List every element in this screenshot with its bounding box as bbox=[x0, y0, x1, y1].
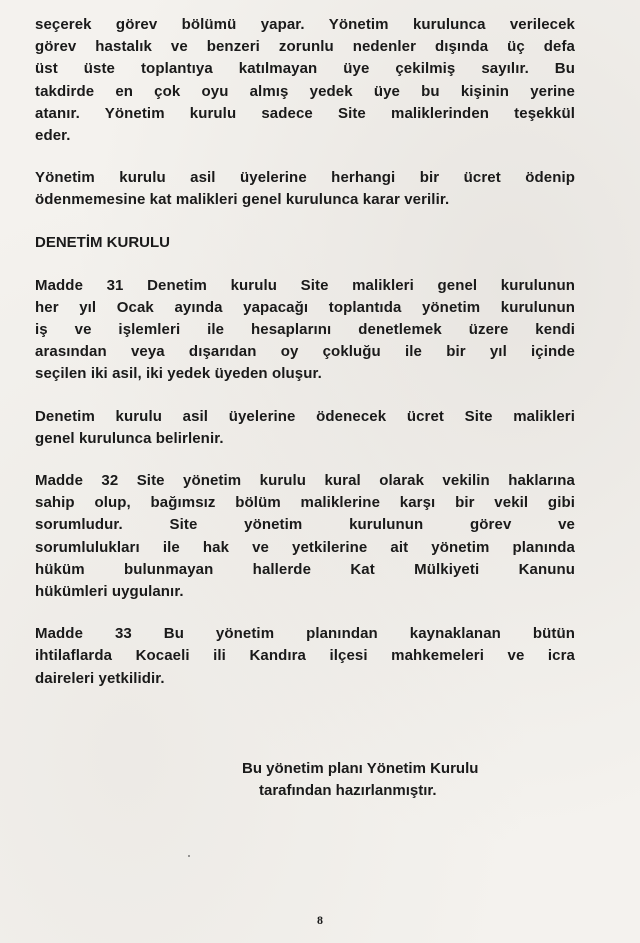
paragraph-board-fees bbox=[35, 167, 575, 211]
text-line: Yönetim kurulu asil üyelerine herhangi bir ücret ödenip bbox=[35, 169, 575, 187]
text-line: ihtilaflarda Kocaeli ili Kandıra ilçesi mahkemeleri ve icra bbox=[35, 647, 575, 665]
text-line: iş ve işlemleri ile hesaplarını denetlemek üzere kendi bbox=[35, 321, 575, 339]
text-line: ödenmemesine kat malikleri genel kurulunca karar verilir. bbox=[35, 191, 450, 209]
text-line: arasından veya dışarıdan oy çokluğu ile bir yıl içinde bbox=[35, 343, 575, 361]
paragraph-audit-fees bbox=[35, 406, 575, 450]
text-line: sorumludur. Site yönetim kurulunun görev ve bbox=[35, 516, 575, 534]
text-line: daireleri yetkilidir. bbox=[35, 669, 165, 687]
text-line: görev hastalık ve benzeri zorunlu nedenler dışında üç defa bbox=[35, 38, 575, 56]
text-line: takdirde en çok oyu almış yedek üye bu kişinin yerine bbox=[35, 82, 575, 100]
text-line: seçerek görev bölümü yapar. Yönetim kurulunca verilecek bbox=[35, 16, 575, 33]
text-line: Madde 31 Denetim kurulu Site malikleri genel kurulunun bbox=[35, 276, 575, 294]
text-line: seçilen iki asil, iki yedek üyeden oluşur. bbox=[35, 365, 322, 383]
text-line: atanır. Yönetim kurulu sadece Site maliklerinden teşekkül bbox=[35, 104, 575, 122]
text-line: hüküm bulunmayan hallerde Kat Mülkiyeti Kanunu bbox=[35, 560, 575, 578]
text-line: sahip olup, bağımsız bölüm maliklerine karşı bir vekil gibi bbox=[35, 494, 575, 512]
text-line: eder. bbox=[35, 127, 71, 145]
page-number: 8 bbox=[317, 913, 323, 927]
article-31 bbox=[35, 275, 575, 386]
text-line: Madde 32 Site yönetim kurulu kural olarak vekilin haklarına bbox=[35, 472, 575, 490]
text-line: genel kurulunca belirlenir. bbox=[35, 429, 224, 447]
text-line: Madde 33 Bu yönetim planından kaynaklanan bütün bbox=[35, 625, 575, 643]
article-33 bbox=[35, 623, 575, 690]
text-line: Denetim kurulu asil üyelerine ödenecek ücret Site malikleri bbox=[35, 407, 575, 425]
section-heading: DENETİM KURULU bbox=[35, 233, 170, 251]
text-line: hükümleri uygulanır. bbox=[35, 583, 184, 601]
text-line: üst üste toplantıya katılmayan üye çekilmiş sayılır. Bu bbox=[35, 60, 575, 78]
article-32 bbox=[35, 470, 575, 603]
speck-mark bbox=[188, 855, 190, 857]
text-line: her yıl Ocak ayında yapacağı toplantıda yönetim kurulunun bbox=[35, 298, 575, 316]
document-body bbox=[35, 14, 575, 690]
signature-line: Bu yönetim planı Yönetim Kurulu bbox=[242, 760, 479, 777]
paragraph-board-members bbox=[35, 14, 575, 147]
signature-line: tarafından hazırlanmıştır. bbox=[259, 782, 437, 799]
text-line: sorumlulukları ile hak ve yetkilerine ait yönetim planında bbox=[35, 538, 575, 556]
signature-block bbox=[242, 758, 562, 802]
